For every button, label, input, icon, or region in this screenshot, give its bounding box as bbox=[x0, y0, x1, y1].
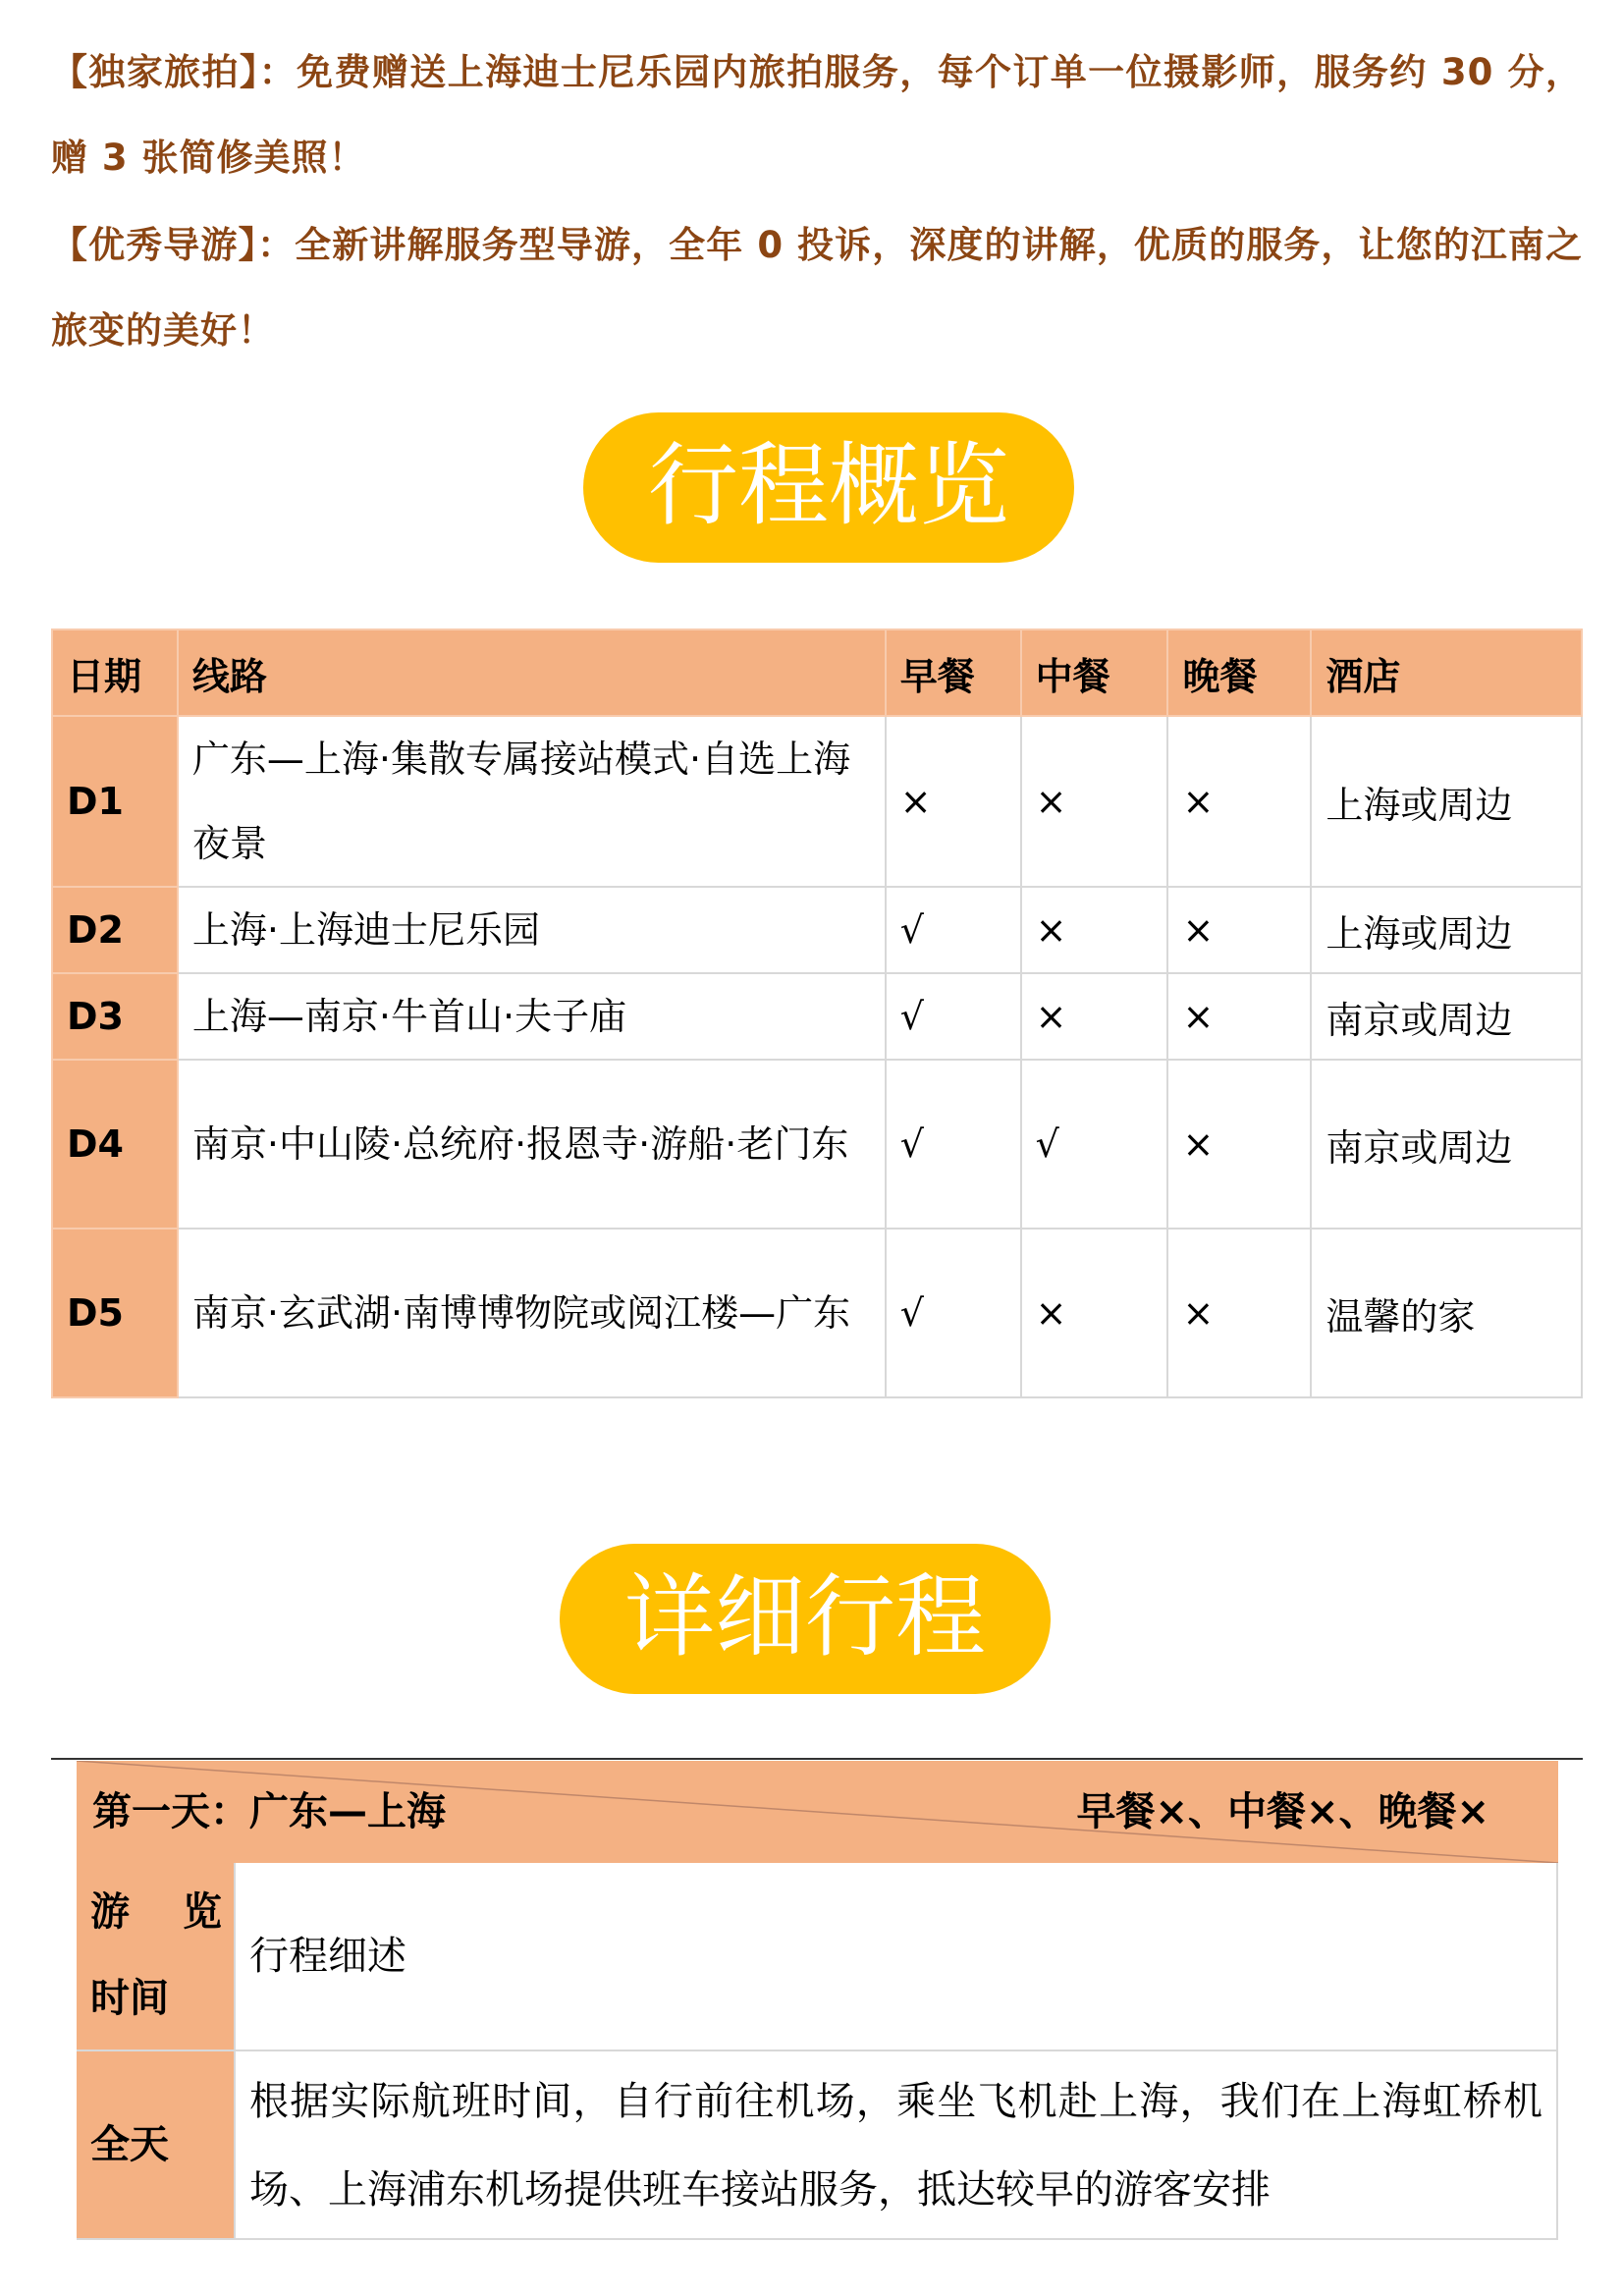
header-breakfast: 早餐 bbox=[886, 629, 1021, 716]
promo-guide: 【优秀导游】：全新讲解服务型导游，全年 0 投诉，深度的讲解，优质的服务，让您的江南之旅变的美好！ bbox=[51, 224, 1583, 352]
lunch-cell: × bbox=[1021, 887, 1168, 973]
promo-photography: 【独家旅拍】：免费赠送上海迪士尼乐园内旅拍服务，每个订单一位摄影师，服务约 30 分，赠 3 张简修美照！ bbox=[51, 51, 1583, 179]
header-route: 线路 bbox=[178, 629, 886, 716]
day1-header bbox=[77, 1761, 1558, 1863]
overview-header-row bbox=[52, 629, 1582, 716]
dinner-cell: × bbox=[1167, 1060, 1311, 1229]
time-label-char-2: 览 bbox=[183, 1889, 222, 1935]
detail-title: 详细行程 bbox=[560, 1544, 1051, 1694]
detail-header-row bbox=[77, 1863, 1558, 2051]
breakfast-cell: × bbox=[886, 716, 1021, 887]
header-dinner: 晚餐 bbox=[1167, 629, 1311, 716]
lunch-cell: × bbox=[1021, 1229, 1168, 1397]
dinner-cell: × bbox=[1167, 973, 1311, 1060]
hotel-cell: 南京或周边 bbox=[1311, 1060, 1582, 1229]
allday-text: 根据实际航班时间，自行前往机场，乘坐飞机赴上海，我们在上海虹桥机场、上海浦东机场提供班车接站服务，抵达较早的游客安排 bbox=[234, 2051, 1558, 2238]
time-label-char-3: 时间 bbox=[90, 1976, 169, 2021]
breakfast-cell: √ bbox=[886, 887, 1021, 973]
time-label bbox=[77, 1863, 234, 2050]
lunch-cell: × bbox=[1021, 716, 1168, 887]
detail-row-allday bbox=[77, 2051, 1558, 2240]
overview-title: 行程概览 bbox=[583, 412, 1074, 563]
table-row bbox=[52, 1229, 1582, 1397]
route-cell: 南京·玄武湖·南博博物院或阅江楼—广东 bbox=[178, 1229, 886, 1397]
table-row bbox=[52, 716, 1582, 887]
allday-label: 全天 bbox=[77, 2051, 234, 2238]
hotel-cell: 上海或周边 bbox=[1311, 716, 1582, 887]
hotel-cell: 上海或周边 bbox=[1311, 887, 1582, 973]
day-cell: D4 bbox=[52, 1060, 178, 1229]
route-cell: 上海·上海迪士尼乐园 bbox=[178, 887, 886, 973]
day1-meals: 早餐×、中餐×、晚餐× bbox=[1076, 1789, 1489, 1834]
lunch-cell: √ bbox=[1021, 1060, 1168, 1229]
hotel-cell: 南京或周边 bbox=[1311, 973, 1582, 1060]
day-cell: D3 bbox=[52, 973, 178, 1060]
route-cell: 广东—上海·集散专属接站模式·自选上海夜景 bbox=[178, 716, 886, 887]
route-cell: 上海—南京·牛首山·夫子庙 bbox=[178, 973, 886, 1060]
table-row bbox=[52, 887, 1582, 973]
hotel-cell: 温馨的家 bbox=[1311, 1229, 1582, 1397]
header-lunch: 中餐 bbox=[1021, 629, 1168, 716]
table-row bbox=[52, 973, 1582, 1060]
breakfast-cell: √ bbox=[886, 1229, 1021, 1397]
dinner-cell: × bbox=[1167, 716, 1311, 887]
dinner-cell: × bbox=[1167, 887, 1311, 973]
day-cell: D2 bbox=[52, 887, 178, 973]
section-divider bbox=[51, 1758, 1583, 1760]
lunch-cell: × bbox=[1021, 973, 1168, 1060]
day-cell: D5 bbox=[52, 1229, 178, 1397]
breakfast-cell: √ bbox=[886, 973, 1021, 1060]
table-row bbox=[52, 1060, 1582, 1229]
breakfast-cell: √ bbox=[886, 1060, 1021, 1229]
route-cell: 南京·中山陵·总统府·报恩寺·游船·老门东 bbox=[178, 1060, 886, 1229]
time-label-char-1: 游 bbox=[90, 1889, 130, 1935]
overview-table bbox=[51, 629, 1583, 1398]
header-date: 日期 bbox=[52, 629, 178, 716]
dinner-cell: × bbox=[1167, 1229, 1311, 1397]
day1-title: 第一天：广东—上海 bbox=[92, 1789, 446, 1834]
day-cell: D1 bbox=[52, 716, 178, 887]
header-hotel: 酒店 bbox=[1311, 629, 1582, 716]
detail-header-text: 行程细述 bbox=[234, 1863, 1558, 2050]
